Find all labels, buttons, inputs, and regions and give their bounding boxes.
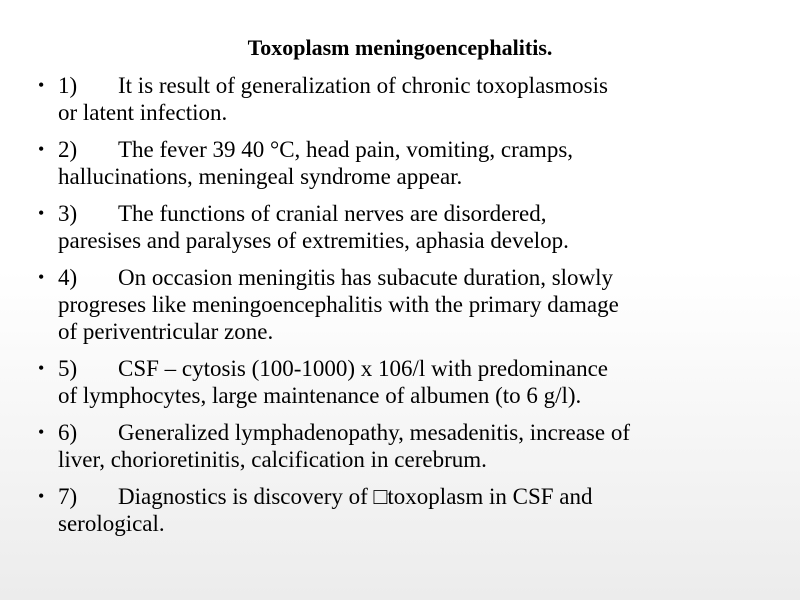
item-text-continued: paresises and paralyses of extremities, aphasia develop. bbox=[58, 228, 569, 253]
list-item bbox=[38, 136, 778, 190]
bullet-list bbox=[38, 72, 778, 547]
slide-title: Toxoplasm meningoencephalitis. bbox=[247, 35, 553, 60]
item-text: Generalized lymphadenopathy, mesadenitis, increase of bbox=[118, 420, 630, 445]
bullet-icon: • bbox=[38, 203, 45, 223]
item-number: 5) bbox=[58, 356, 78, 381]
item-text: CSF – cytosis (100-1000) x 106/l with predominance bbox=[118, 356, 608, 381]
item-number: 4) bbox=[58, 265, 78, 290]
item-text: It is result of generalization of chronic toxoplasmosis bbox=[118, 73, 608, 98]
item-number: 1) bbox=[58, 73, 78, 98]
item-text: On occasion meningitis has subacute duration, slowly bbox=[118, 265, 614, 290]
list-item bbox=[38, 72, 778, 126]
bullet-icon: • bbox=[38, 75, 45, 95]
list-item bbox=[38, 355, 778, 409]
item-text-continued: of periventricular zone. bbox=[58, 319, 274, 344]
list-item bbox=[38, 264, 778, 345]
item-text: Diagnostics is discovery of □toxoplasm in CSF and bbox=[118, 484, 593, 509]
item-number: 2) bbox=[58, 137, 78, 162]
item-text-continued: progreses like meningoencephalitis with the primary damage bbox=[58, 292, 619, 317]
item-text-continued: serological. bbox=[58, 511, 165, 536]
bullet-icon: • bbox=[38, 486, 45, 506]
bullet-icon: • bbox=[38, 267, 45, 287]
list-item bbox=[38, 200, 778, 254]
list-item bbox=[38, 419, 778, 473]
item-number: 3) bbox=[58, 201, 78, 226]
bullet-icon: • bbox=[38, 358, 45, 378]
item-text: The functions of cranial nerves are disordered, bbox=[118, 201, 547, 226]
item-text-continued: of lymphocytes, large maintenance of albumen (to 6 g/l). bbox=[58, 383, 582, 408]
item-text-continued: liver, chorioretinitis, calcification in cerebrum. bbox=[58, 447, 487, 472]
bullet-icon: • bbox=[38, 422, 45, 442]
bullet-icon: • bbox=[38, 139, 45, 159]
item-text-continued: hallucinations, meningeal syndrome appear. bbox=[58, 164, 463, 189]
item-number: 6) bbox=[58, 420, 78, 445]
item-number: 7) bbox=[58, 484, 78, 509]
item-text-continued: or latent infection. bbox=[58, 100, 228, 125]
item-text: The fever 39 40 °C, head pain, vomiting, cramps, bbox=[118, 137, 574, 162]
list-item bbox=[38, 483, 778, 537]
